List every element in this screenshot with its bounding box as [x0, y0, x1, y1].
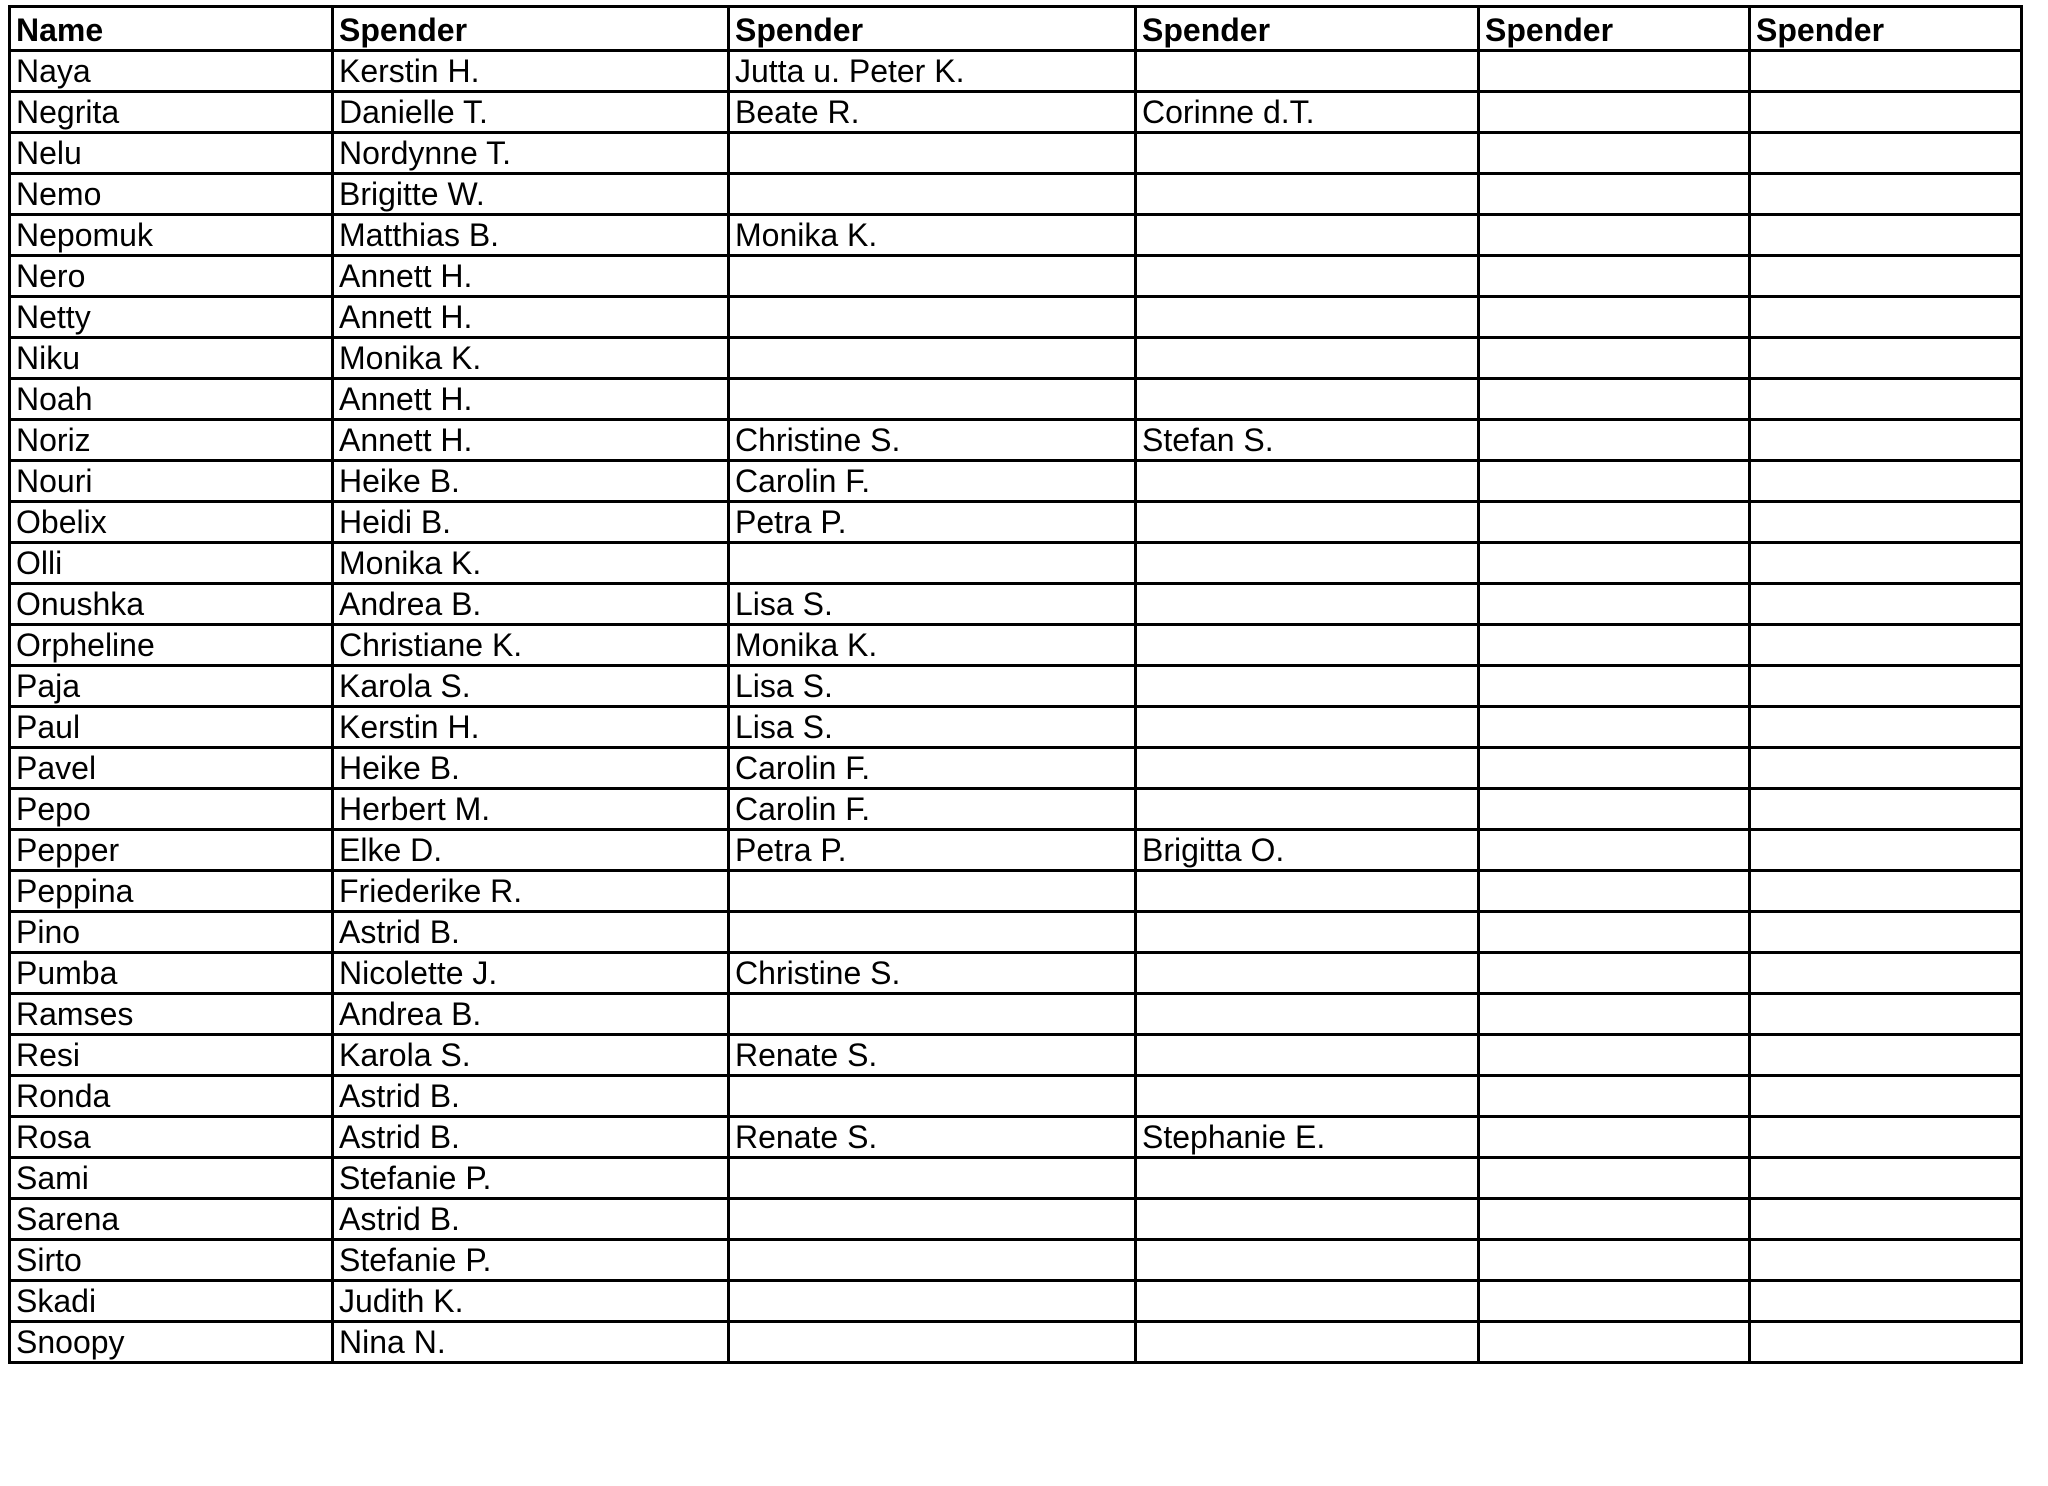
cell-spender [1136, 912, 1479, 953]
column-header-spender: Spender [1750, 7, 2022, 51]
cell-spender [1479, 1117, 1750, 1158]
cell-name: Sarena [10, 1199, 333, 1240]
cell-spender [1479, 215, 1750, 256]
cell-spender [1136, 625, 1479, 666]
cell-spender: Petra P. [729, 830, 1136, 871]
cell-spender: Carolin F. [729, 748, 1136, 789]
cell-name: Nemo [10, 174, 333, 215]
table-row [10, 912, 2022, 953]
cell-spender [1750, 1240, 2022, 1281]
table-row [10, 789, 2022, 830]
cell-spender [729, 338, 1136, 379]
cell-spender [1136, 1035, 1479, 1076]
cell-spender [1750, 1158, 2022, 1199]
cell-spender [1136, 1076, 1479, 1117]
table-row [10, 666, 2022, 707]
cell-spender: Matthias B. [333, 215, 729, 256]
cell-spender [1136, 666, 1479, 707]
cell-spender [1750, 51, 2022, 92]
cell-spender [1136, 1240, 1479, 1281]
cell-name: Rosa [10, 1117, 333, 1158]
cell-spender [1136, 1322, 1479, 1363]
cell-name: Ronda [10, 1076, 333, 1117]
cell-spender: Annett H. [333, 420, 729, 461]
cell-spender: Stefan S. [1136, 420, 1479, 461]
cell-spender [1750, 379, 2022, 420]
cell-spender [1750, 707, 2022, 748]
cell-spender [1136, 543, 1479, 584]
cell-spender [1479, 502, 1750, 543]
cell-spender: Elke D. [333, 830, 729, 871]
cell-spender [729, 1322, 1136, 1363]
table-row [10, 1199, 2022, 1240]
cell-spender: Renate S. [729, 1035, 1136, 1076]
cell-name: Niku [10, 338, 333, 379]
cell-spender [1136, 174, 1479, 215]
cell-spender [1750, 666, 2022, 707]
cell-spender: Brigitte W. [333, 174, 729, 215]
cell-spender [729, 1199, 1136, 1240]
cell-name: Sami [10, 1158, 333, 1199]
cell-spender [1479, 748, 1750, 789]
cell-name: Paja [10, 666, 333, 707]
cell-spender [729, 133, 1136, 174]
cell-spender: Petra P. [729, 502, 1136, 543]
cell-spender [1479, 1158, 1750, 1199]
cell-spender [729, 1158, 1136, 1199]
cell-name: Pino [10, 912, 333, 953]
cell-spender [1750, 1035, 2022, 1076]
cell-spender [1750, 338, 2022, 379]
cell-spender [1479, 379, 1750, 420]
cell-spender: Andrea B. [333, 994, 729, 1035]
cell-name: Orpheline [10, 625, 333, 666]
cell-spender: Brigitta O. [1136, 830, 1479, 871]
cell-spender: Stefanie P. [333, 1240, 729, 1281]
cell-spender [1479, 1281, 1750, 1322]
table-row [10, 461, 2022, 502]
cell-spender: Annett H. [333, 297, 729, 338]
cell-name: Onushka [10, 584, 333, 625]
cell-spender: Christine S. [729, 953, 1136, 994]
cell-spender [1750, 748, 2022, 789]
table-row [10, 830, 2022, 871]
table-row [10, 174, 2022, 215]
cell-spender [1136, 584, 1479, 625]
cell-spender: Astrid B. [333, 912, 729, 953]
cell-name: Pepo [10, 789, 333, 830]
table-row [10, 420, 2022, 461]
cell-spender [1136, 1199, 1479, 1240]
cell-spender [1479, 461, 1750, 502]
cell-spender: Monika K. [729, 215, 1136, 256]
cell-name: Resi [10, 1035, 333, 1076]
table-row [10, 1076, 2022, 1117]
cell-spender [1479, 912, 1750, 953]
cell-name: Pepper [10, 830, 333, 871]
cell-spender [1750, 297, 2022, 338]
cell-spender: Monika K. [333, 338, 729, 379]
cell-spender [1750, 584, 2022, 625]
cell-spender [1136, 379, 1479, 420]
cell-spender: Nordynne T. [333, 133, 729, 174]
cell-spender [1479, 1199, 1750, 1240]
cell-spender: Lisa S. [729, 707, 1136, 748]
cell-spender: Astrid B. [333, 1076, 729, 1117]
cell-spender: Stefanie P. [333, 1158, 729, 1199]
cell-spender [1479, 51, 1750, 92]
cell-spender [1750, 912, 2022, 953]
table-row [10, 1035, 2022, 1076]
cell-spender: Christiane K. [333, 625, 729, 666]
cell-spender [1750, 871, 2022, 912]
cell-spender [1479, 625, 1750, 666]
cell-spender [729, 1240, 1136, 1281]
cell-spender [1479, 1076, 1750, 1117]
table-row [10, 994, 2022, 1035]
cell-spender [1479, 830, 1750, 871]
cell-spender: Herbert M. [333, 789, 729, 830]
cell-name: Nepomuk [10, 215, 333, 256]
cell-spender [1750, 1117, 2022, 1158]
table-row [10, 543, 2022, 584]
cell-spender [1136, 1281, 1479, 1322]
cell-name: Paul [10, 707, 333, 748]
cell-spender [1479, 666, 1750, 707]
cell-spender [1479, 1035, 1750, 1076]
table-row [10, 1240, 2022, 1281]
header-row [10, 7, 2022, 51]
cell-spender [729, 994, 1136, 1035]
cell-spender: Heike B. [333, 748, 729, 789]
cell-spender: Annett H. [333, 256, 729, 297]
cell-spender [1750, 1076, 2022, 1117]
cell-spender [1136, 748, 1479, 789]
cell-spender [1750, 1281, 2022, 1322]
cell-spender [1479, 994, 1750, 1035]
sponsor-table [8, 5, 2023, 1364]
cell-name: Pavel [10, 748, 333, 789]
table-row [10, 953, 2022, 994]
cell-spender [1136, 51, 1479, 92]
cell-spender: Carolin F. [729, 789, 1136, 830]
cell-name: Snoopy [10, 1322, 333, 1363]
cell-spender: Karola S. [333, 666, 729, 707]
cell-name: Olli [10, 543, 333, 584]
cell-spender [1479, 174, 1750, 215]
cell-spender: Nina N. [333, 1322, 729, 1363]
cell-spender [1479, 420, 1750, 461]
cell-spender [1136, 707, 1479, 748]
cell-spender: Heike B. [333, 461, 729, 502]
cell-spender [1750, 92, 2022, 133]
table-row [10, 502, 2022, 543]
cell-spender [1750, 461, 2022, 502]
cell-spender [1479, 256, 1750, 297]
cell-spender: Lisa S. [729, 666, 1136, 707]
cell-spender [1750, 830, 2022, 871]
cell-spender: Astrid B. [333, 1117, 729, 1158]
cell-spender [729, 912, 1136, 953]
cell-spender [1479, 92, 1750, 133]
cell-spender [1136, 1158, 1479, 1199]
column-header-spender: Spender [1479, 7, 1750, 51]
table-row [10, 297, 2022, 338]
cell-spender [1750, 789, 2022, 830]
cell-spender: Andrea B. [333, 584, 729, 625]
cell-name: Obelix [10, 502, 333, 543]
cell-spender: Carolin F. [729, 461, 1136, 502]
cell-spender [1750, 215, 2022, 256]
cell-spender: Renate S. [729, 1117, 1136, 1158]
cell-spender: Jutta u. Peter K. [729, 51, 1136, 92]
column-header-spender: Spender [1136, 7, 1479, 51]
cell-spender [729, 256, 1136, 297]
table-row [10, 379, 2022, 420]
cell-name: Nelu [10, 133, 333, 174]
cell-spender [1136, 461, 1479, 502]
cell-spender [1479, 1322, 1750, 1363]
table-row [10, 1117, 2022, 1158]
cell-spender [1136, 789, 1479, 830]
cell-spender [1479, 871, 1750, 912]
table-row [10, 871, 2022, 912]
cell-spender [1750, 256, 2022, 297]
table-row [10, 338, 2022, 379]
table-row [10, 133, 2022, 174]
cell-spender: Danielle T. [333, 92, 729, 133]
cell-spender: Lisa S. [729, 584, 1136, 625]
cell-spender [1479, 133, 1750, 174]
cell-name: Peppina [10, 871, 333, 912]
cell-spender [729, 1076, 1136, 1117]
table-row [10, 1281, 2022, 1322]
cell-spender: Judith K. [333, 1281, 729, 1322]
cell-spender [1479, 953, 1750, 994]
cell-name: Sirto [10, 1240, 333, 1281]
cell-name: Netty [10, 297, 333, 338]
cell-spender: Astrid B. [333, 1199, 729, 1240]
cell-spender [1750, 625, 2022, 666]
cell-spender: Monika K. [333, 543, 729, 584]
cell-spender: Karola S. [333, 1035, 729, 1076]
cell-spender [1750, 502, 2022, 543]
table-row [10, 92, 2022, 133]
cell-spender [1136, 215, 1479, 256]
cell-name: Naya [10, 51, 333, 92]
cell-name: Noriz [10, 420, 333, 461]
cell-spender [1479, 707, 1750, 748]
cell-spender: Stephanie E. [1136, 1117, 1479, 1158]
table-row [10, 51, 2022, 92]
cell-name: Pumba [10, 953, 333, 994]
cell-name: Skadi [10, 1281, 333, 1322]
cell-spender: Corinne d.T. [1136, 92, 1479, 133]
cell-spender [1136, 502, 1479, 543]
table-row [10, 1158, 2022, 1199]
table-header [10, 7, 2022, 51]
cell-spender [1750, 420, 2022, 461]
cell-spender [1479, 1240, 1750, 1281]
table-row [10, 1322, 2022, 1363]
cell-name: Nouri [10, 461, 333, 502]
cell-spender [1750, 1322, 2022, 1363]
cell-spender: Heidi B. [333, 502, 729, 543]
cell-spender [1750, 174, 2022, 215]
table-row [10, 256, 2022, 297]
cell-name: Noah [10, 379, 333, 420]
cell-spender [1750, 543, 2022, 584]
table-row [10, 707, 2022, 748]
cell-spender [729, 543, 1136, 584]
cell-spender [1479, 297, 1750, 338]
cell-spender [1750, 953, 2022, 994]
table-body [10, 51, 2022, 1363]
column-header-spender: Spender [729, 7, 1136, 51]
column-header-name: Name [10, 7, 333, 51]
cell-name: Negrita [10, 92, 333, 133]
cell-spender [1750, 1199, 2022, 1240]
table-row [10, 625, 2022, 666]
cell-spender [1479, 543, 1750, 584]
cell-spender [1136, 297, 1479, 338]
cell-spender [1750, 994, 2022, 1035]
cell-spender [1136, 338, 1479, 379]
cell-spender [1136, 953, 1479, 994]
table-row [10, 584, 2022, 625]
cell-spender [729, 297, 1136, 338]
cell-spender: Monika K. [729, 625, 1136, 666]
cell-spender: Nicolette J. [333, 953, 729, 994]
column-header-spender: Spender [333, 7, 729, 51]
table-row [10, 215, 2022, 256]
cell-spender [729, 871, 1136, 912]
cell-spender [1136, 133, 1479, 174]
cell-name: Ramses [10, 994, 333, 1035]
cell-spender: Christine S. [729, 420, 1136, 461]
cell-spender [729, 379, 1136, 420]
cell-spender [729, 174, 1136, 215]
cell-spender: Kerstin H. [333, 51, 729, 92]
cell-spender [729, 1281, 1136, 1322]
cell-spender [1136, 871, 1479, 912]
cell-spender: Annett H. [333, 379, 729, 420]
cell-spender [1479, 338, 1750, 379]
cell-spender: Beate R. [729, 92, 1136, 133]
cell-spender [1479, 789, 1750, 830]
cell-spender [1136, 256, 1479, 297]
cell-spender [1136, 994, 1479, 1035]
cell-spender: Friederike R. [333, 871, 729, 912]
cell-spender [1750, 133, 2022, 174]
cell-spender [1479, 584, 1750, 625]
cell-spender: Kerstin H. [333, 707, 729, 748]
table-row [10, 748, 2022, 789]
cell-name: Nero [10, 256, 333, 297]
